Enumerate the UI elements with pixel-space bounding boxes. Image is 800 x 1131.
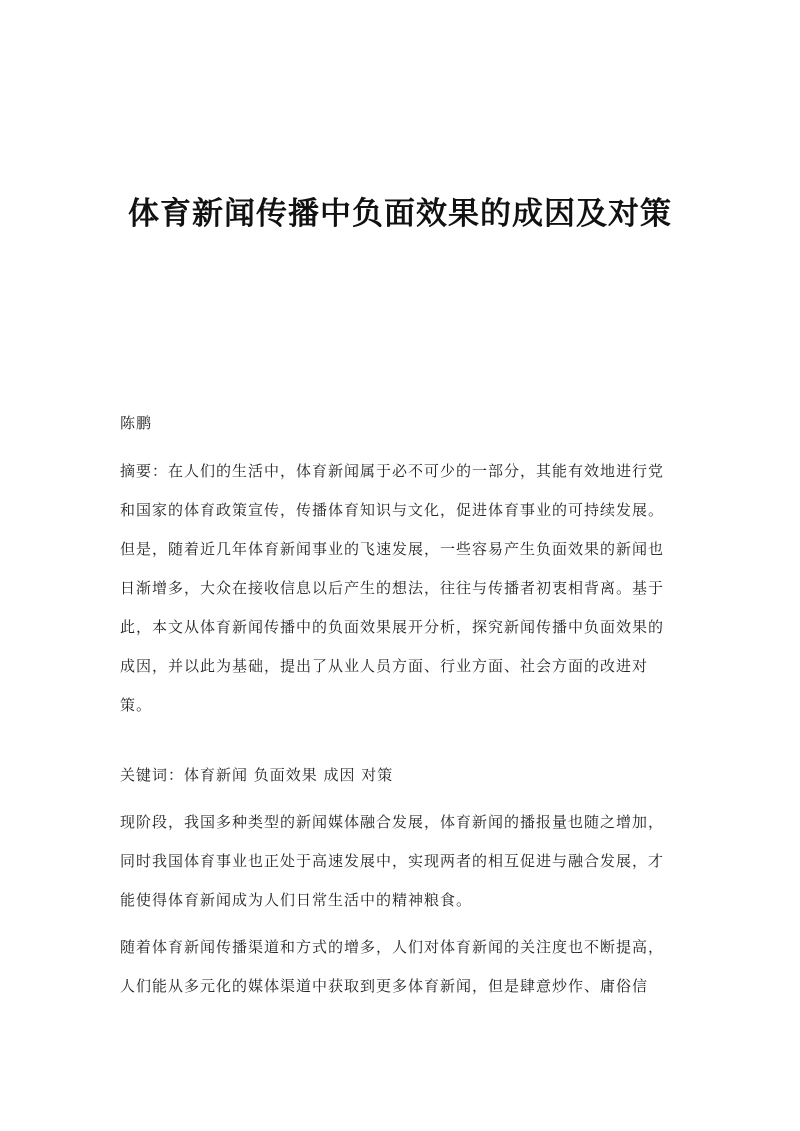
abstract-line: 策。 <box>120 696 153 714</box>
keywords-line: 关键词：体育新闻 负面效果 成因 对策 <box>120 766 394 784</box>
abstract-line: 和国家的体育政策宣传，传播体育知识与文化，促进体育事业的可持续发展。 <box>120 501 665 519</box>
paragraph-line: 人们能从多元化的媒体渠道中获取到更多体育新闻，但是肆意炒作、庸俗信 <box>120 977 649 995</box>
keywords-paragraph <box>120 756 680 795</box>
document-title: 体育新闻传播中负面效果的成因及对策 <box>128 196 672 232</box>
paragraph-line: 现阶段，我国多种类型的新闻媒体融合发展，体育新闻的播报量也随之增加， <box>120 813 665 831</box>
abstract-line: 摘要：在人们的生活中，体育新闻属于必不可少的一部分，其能有效地进行党 <box>120 462 665 480</box>
abstract-line: 但是，随着近几年体育新闻事业的飞速发展，一些容易产生负面效果的新闻也 <box>120 540 665 558</box>
body-paragraph-1 <box>120 803 680 920</box>
author-line: 陈鹏 <box>120 414 153 432</box>
abstract-paragraph <box>120 452 680 725</box>
body-paragraph-2 <box>120 928 680 1006</box>
paragraph-line: 随着体育新闻传播渠道和方式的增多，人们对体育新闻的关注度也不断提高， <box>120 938 665 956</box>
paragraph-line: 能使得体育新闻成为人们日常生活中的精神粮食。 <box>120 891 473 909</box>
author-name <box>120 404 680 443</box>
abstract-line: 此，本文从体育新闻传播中的负面效果展开分析，探究新闻传播中负面效果的 <box>120 618 665 636</box>
abstract-line: 成因，并以此为基础，提出了从业人员方面、行业方面、社会方面的改进对 <box>120 657 649 675</box>
paragraph-line: 同时我国体育事业也正处于高速发展中，实现两者的相互促进与融合发展，才 <box>120 852 665 870</box>
abstract-line: 日渐增多，大众在接收信息以后产生的想法，往往与传播者初衷相背离。基于 <box>120 579 665 597</box>
